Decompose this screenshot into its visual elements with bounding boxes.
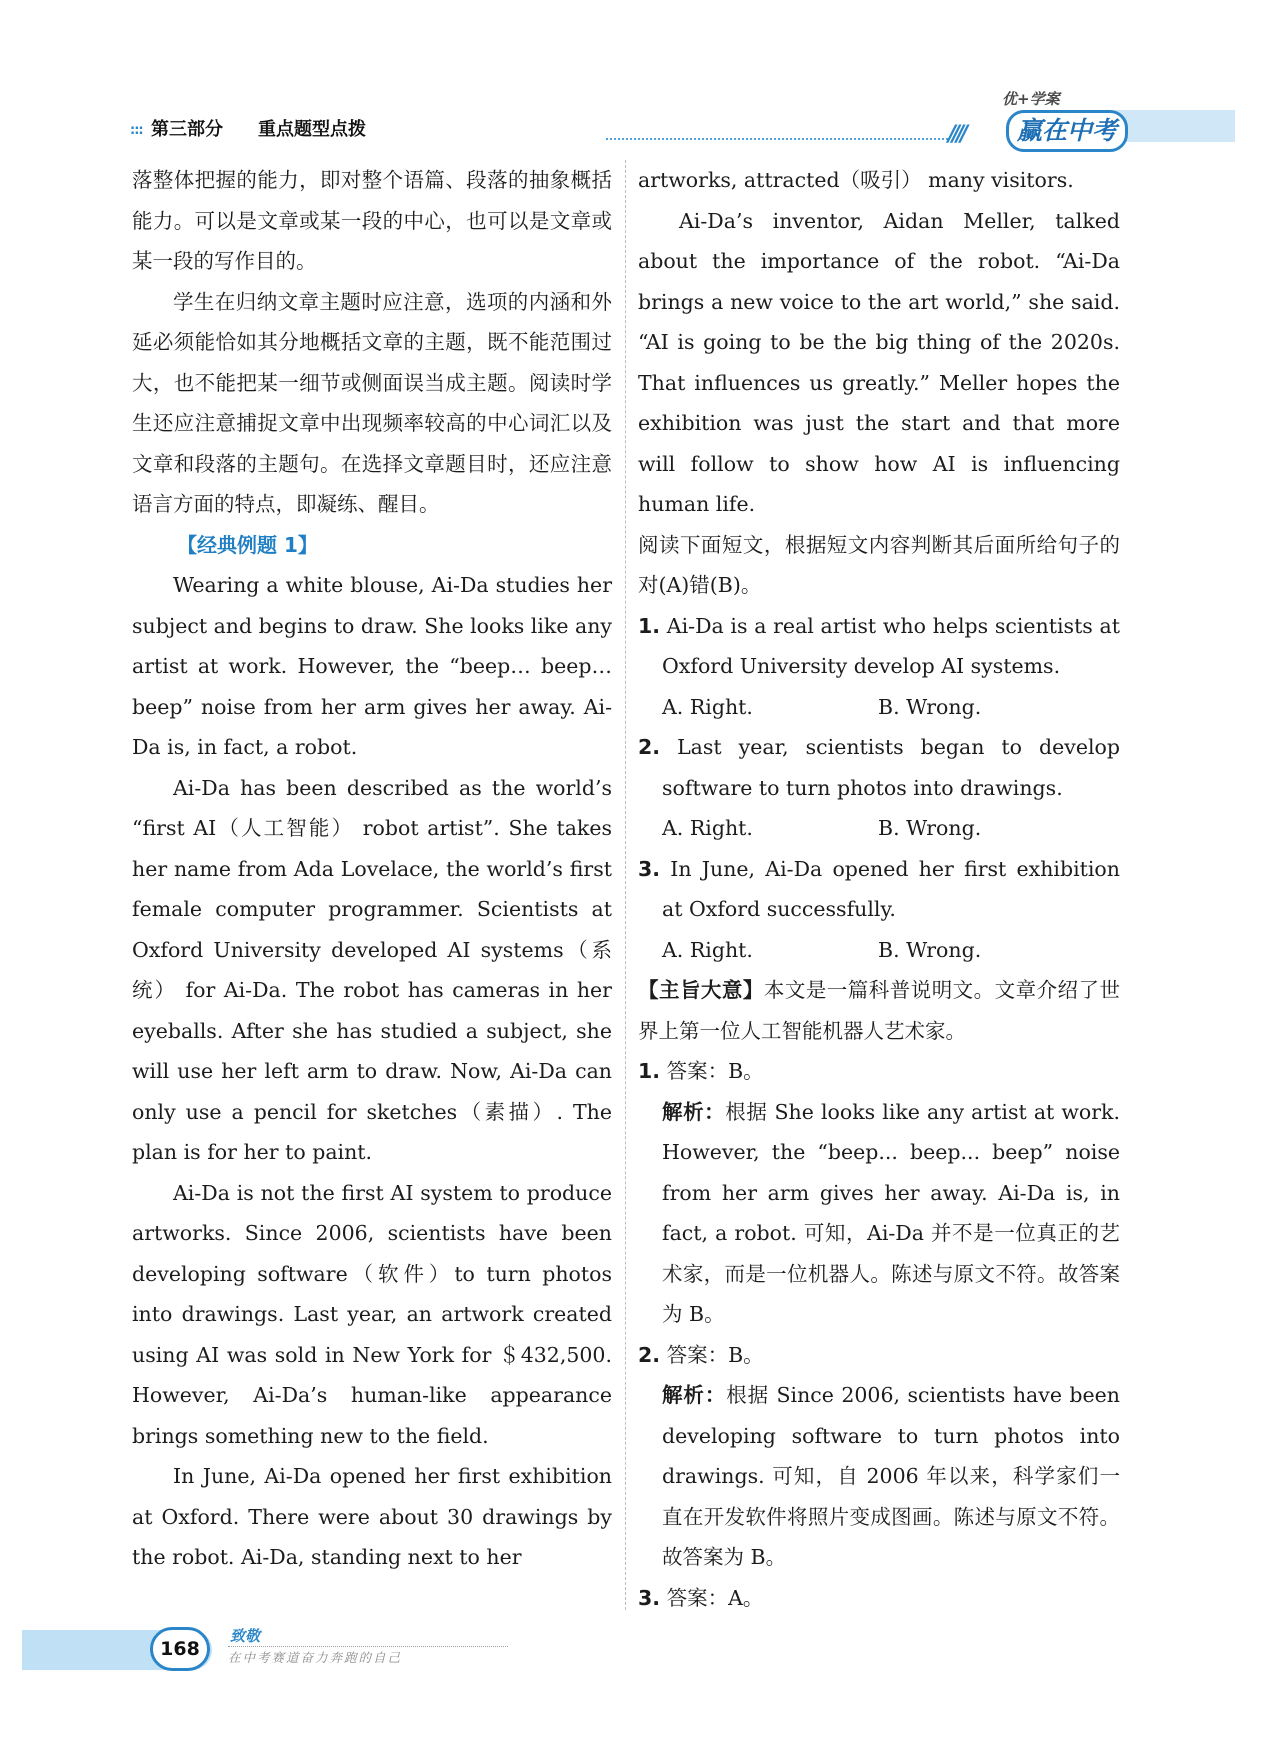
analysis-label: 解析： <box>662 1383 727 1407</box>
page-header <box>0 0 1263 170</box>
answer-number: 1. <box>638 1059 661 1083</box>
intro-paragraph-1: 落整体把握的能力，即对整个语篇、段落的抽象概括能力。可以是文章或某一段的中心，也可以是文章或某一段的写作目的。 <box>132 168 612 273</box>
intro-paragraph-2: 学生在归纳文章主题时应注意，选项的内涵和外延必须能恰如其分地概括文章的主题，既不能范围过大，也不能把某一细节或侧面误当成主题。阅读时学生还应注意捕捉文章中出现频率较高的中心词汇以及文章和段落的主题句。在选择文章题目时，还应注意语言方面的特点，即凝练、醒目。 <box>132 289 612 516</box>
passage-paragraph-3: Ai-Da is not the first AI system to produce artworks. Since 2006, scientists have been developing software（软件）to turn photos into drawings. Last year, an artwork created using AI was sold in New York for ＄432,500. However, Ai-Da’s human-like appearance brings something new to the field. <box>132 1180 612 1448</box>
answer-number: 2. <box>638 1342 661 1367</box>
answer-2 <box>638 1335 1120 1578</box>
summary <box>638 970 1120 1051</box>
left-column <box>132 160 612 1578</box>
answer-text: 答案：B。 <box>666 1059 764 1083</box>
summary-label: 【主旨大意】 <box>638 978 764 1002</box>
section-topic: 重点题型点拨 <box>258 119 366 140</box>
passage-paragraph-4: In June, Ai-Da opened her first exhibition at Oxford. There were about 30 drawings by the robot. Ai-Da, standing next to her <box>132 1464 612 1569</box>
option-b: B. Wrong. <box>878 937 982 962</box>
analysis-label: 解析： <box>662 1099 726 1124</box>
passage-paragraph-2: Ai-Da has been described as the world’s “first AI（人工智能） robot artist”. She takes her name from Ada Lovelace, the world’s first female computer programmer. Scientists at Oxford University developed AI systems（系统） for Ai-Da. The robot has cameras in her eyeballs. After she has studied a subject, she will use her left arm to draw. Now, Ai-Da can only use a pencil for sketches（素描）. The plan is for her to paint. <box>132 775 612 1164</box>
answer-1 <box>638 1051 1120 1335</box>
option-a: A. Right. <box>662 937 753 962</box>
question-number: 3. <box>638 856 661 881</box>
footer-motto: 在中考赛道奋力奔跑的自己 <box>228 1650 403 1665</box>
question-text: Last year, scientists began to develop software to turn photos into drawings. <box>662 735 1120 800</box>
logo-subtitle: 优+学案 <box>1002 90 1060 108</box>
answer-3 <box>638 1578 1120 1619</box>
question-number: 1. <box>638 613 661 638</box>
question-number: 2. <box>638 735 661 759</box>
slash-decoration-icon: //// <box>948 122 965 147</box>
option-a: A. Right. <box>662 694 753 719</box>
question-text: In June, Ai-Da opened her first exhibition at Oxford successfully. <box>662 856 1120 921</box>
option-b: B. Wrong. <box>878 694 982 719</box>
passage-continuation: artworks, attracted（吸引） many visitors. <box>638 168 1074 192</box>
section-part: 第三部分 <box>151 119 223 140</box>
answer-text: 答案：B。 <box>666 1342 764 1367</box>
option-a: A. Right. <box>662 816 753 840</box>
footer-title: 致敬 <box>230 1627 261 1645</box>
example-title: 【经典例题 1】 <box>177 532 318 557</box>
passage-paragraph-5: Ai-Da’s inventor, Aidan Meller, talked about the importance of the robot. “Ai-Da brings a new voice to the art world,” she said. “AI is going to be the big thing of the 2020s. That influences us greatly.” Meller hopes the exhibition was just the start and that more will follow to show how AI is influencing human life. <box>638 208 1120 516</box>
page-number: 168 <box>160 1638 200 1660</box>
question-text: Ai-Da is a real artist who helps scientists at Oxford University develop AI systems. <box>662 613 1120 678</box>
option-b: B. Wrong. <box>878 816 982 840</box>
dots-icon: ::: <box>130 123 143 138</box>
analysis-text: 根据 Since 2006, scientists have been developing software to turn photos into drawings. 可知，自 2006 年以来，科学家们一直在开发软件将照片变成图画。陈述与原文不符。故答案为 B。 <box>662 1383 1120 1569</box>
question-3 <box>638 849 1120 971</box>
question-1 <box>638 606 1120 728</box>
analysis-text: 根据 She looks like any artist at work. However, the “beep... beep... beep” noise from her arm gives her away. Ai-Da is, in fact, a robot. 可知，Ai-Da 并不是一位真正的艺术家，而是一位机器人。陈述与原文不符。故答案为 B。 <box>662 1099 1120 1326</box>
answer-number: 3. <box>638 1585 661 1610</box>
right-column <box>638 160 1120 1618</box>
header-dotted-line <box>606 138 948 140</box>
column-divider <box>625 160 626 1610</box>
answer-text: 答案：A。 <box>666 1585 764 1610</box>
passage-paragraph-1: Wearing a white blouse, Ai-Da studies her subject and begins to draw. She looks like any artist at work. However, the “beep… beep… beep” noise from her arm gives her away. Ai-Da is, in fact, a robot. <box>132 573 612 759</box>
question-2 <box>638 727 1120 849</box>
instruction: 阅读下面短文，根据短文内容判断其后面所给句子的对(A)错(B)。 <box>638 532 1120 597</box>
logo: 赢在中考 <box>1006 110 1128 152</box>
footer-dotted-line <box>228 1646 508 1647</box>
summary-text: 本文是一篇科普说明文。文章介绍了世界上第一位人工智能机器人艺术家。 <box>638 978 1121 1043</box>
